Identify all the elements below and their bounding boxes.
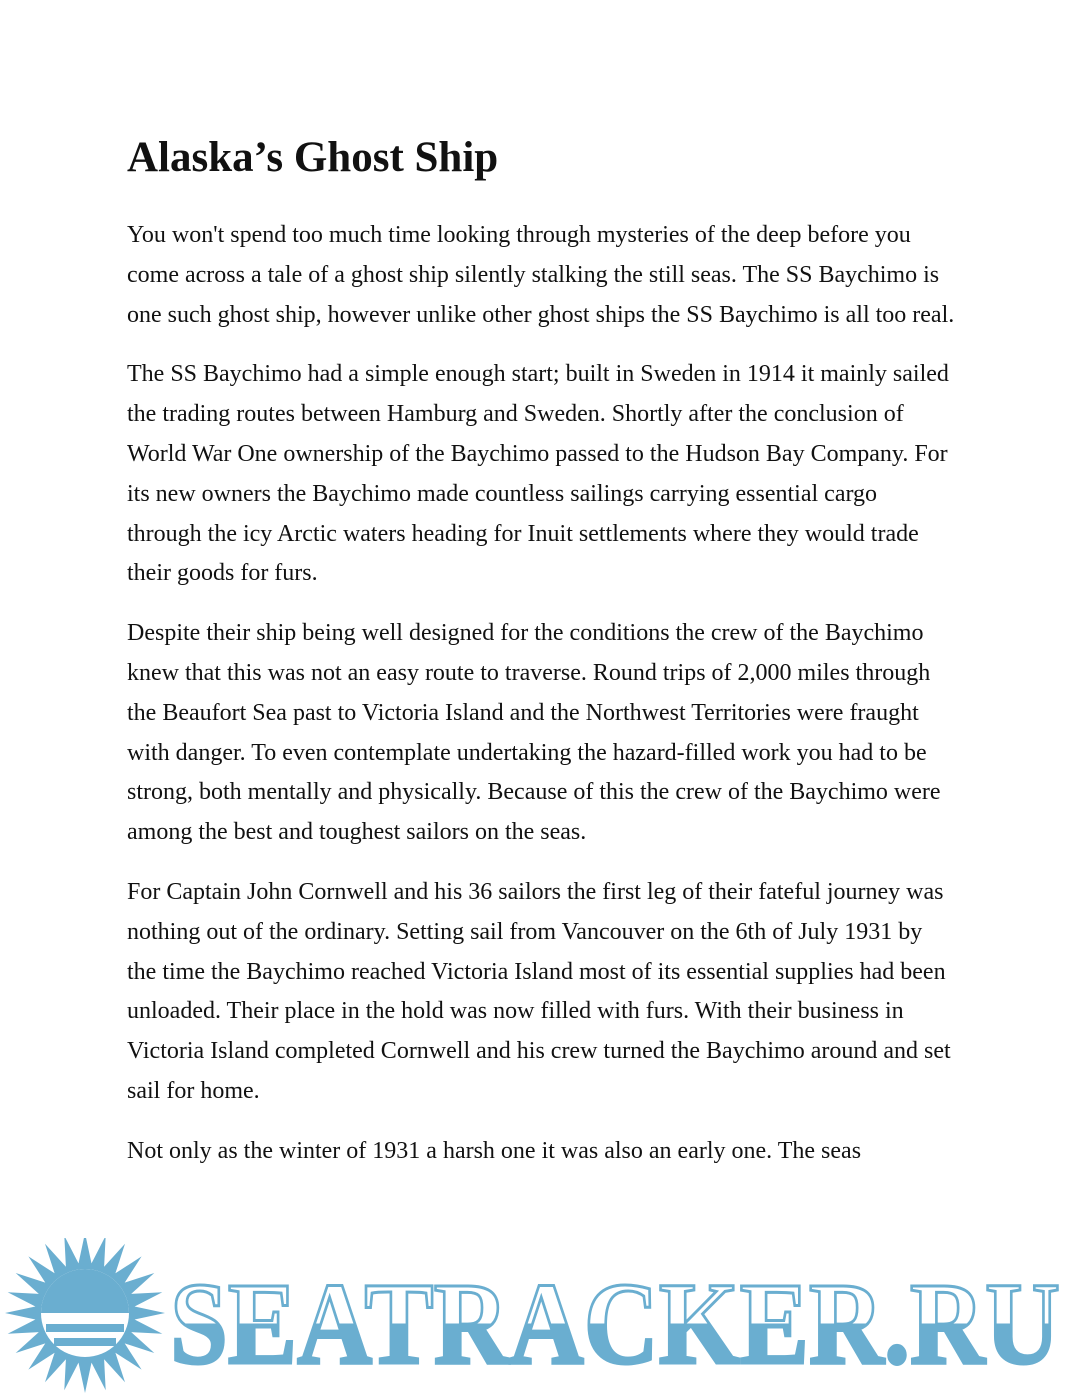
article-paragraph-3: Despite their ship being well designed for the conditions the crew of the Baychimo knew that this was not an easy route to traverse. Round trips of 2,000 miles through the Beaufort Sea past to Victoria Island and the Northwest Territories were fraught with danger. To even contemplate undertaking the hazard-filled work you had to be strong, both mentally and physically. Because of this the crew of the Baychimo were among the best and toughest sailors on the seas.: [127, 620, 941, 846]
article-paragraph-2: The SS Baychimo had a simple enough start; built in Sweden in 1914 it mainly sailed the trading routes between Hamburg and Sweden. Shortly after the conclusion of World War One ownership of the Baychimo passed to the Hudson Bay Company. For its new owners the Baychimo made countless sailings carrying essential cargo through the icy Arctic waters heading for Inuit settlements where they would trade their goods for furs.: [127, 361, 949, 587]
article-title: Alaska’s Ghost Ship: [127, 134, 499, 181]
seatracker-watermark: [0, 1238, 1080, 1397]
article-paragraph-5: Not only as the winter of 1931 a harsh one it was also an early one. The seas: [127, 1137, 862, 1164]
watermark-text: SEATRACKER.RU: [170, 1258, 1060, 1389]
article-paragraph-1: You won't spend too much time looking through mysteries of the deep before you come across a tale of a ghost ship silently stalking the still seas. The SS Baychimo is one such ghost ship, however unlike other ghost ships the SS Baychimo is all too real.: [127, 222, 955, 328]
article: [127, 128, 957, 1192]
sun-over-sea-icon: [5, 1238, 165, 1393]
article-paragraph-4: For Captain John Cornwell and his 36 sailors the first leg of their fateful journey was nothing out of the ordinary. Setting sail from Vancouver on the 6th of July 1931 by the time the Baychimo reached Victoria Island most of its essential supplies had been unloaded. Their place in the hold was now filled with furs. With their business in Victoria Island completed Cornwell and his crew turned the Baychimo around and set sail for home.: [127, 878, 951, 1104]
